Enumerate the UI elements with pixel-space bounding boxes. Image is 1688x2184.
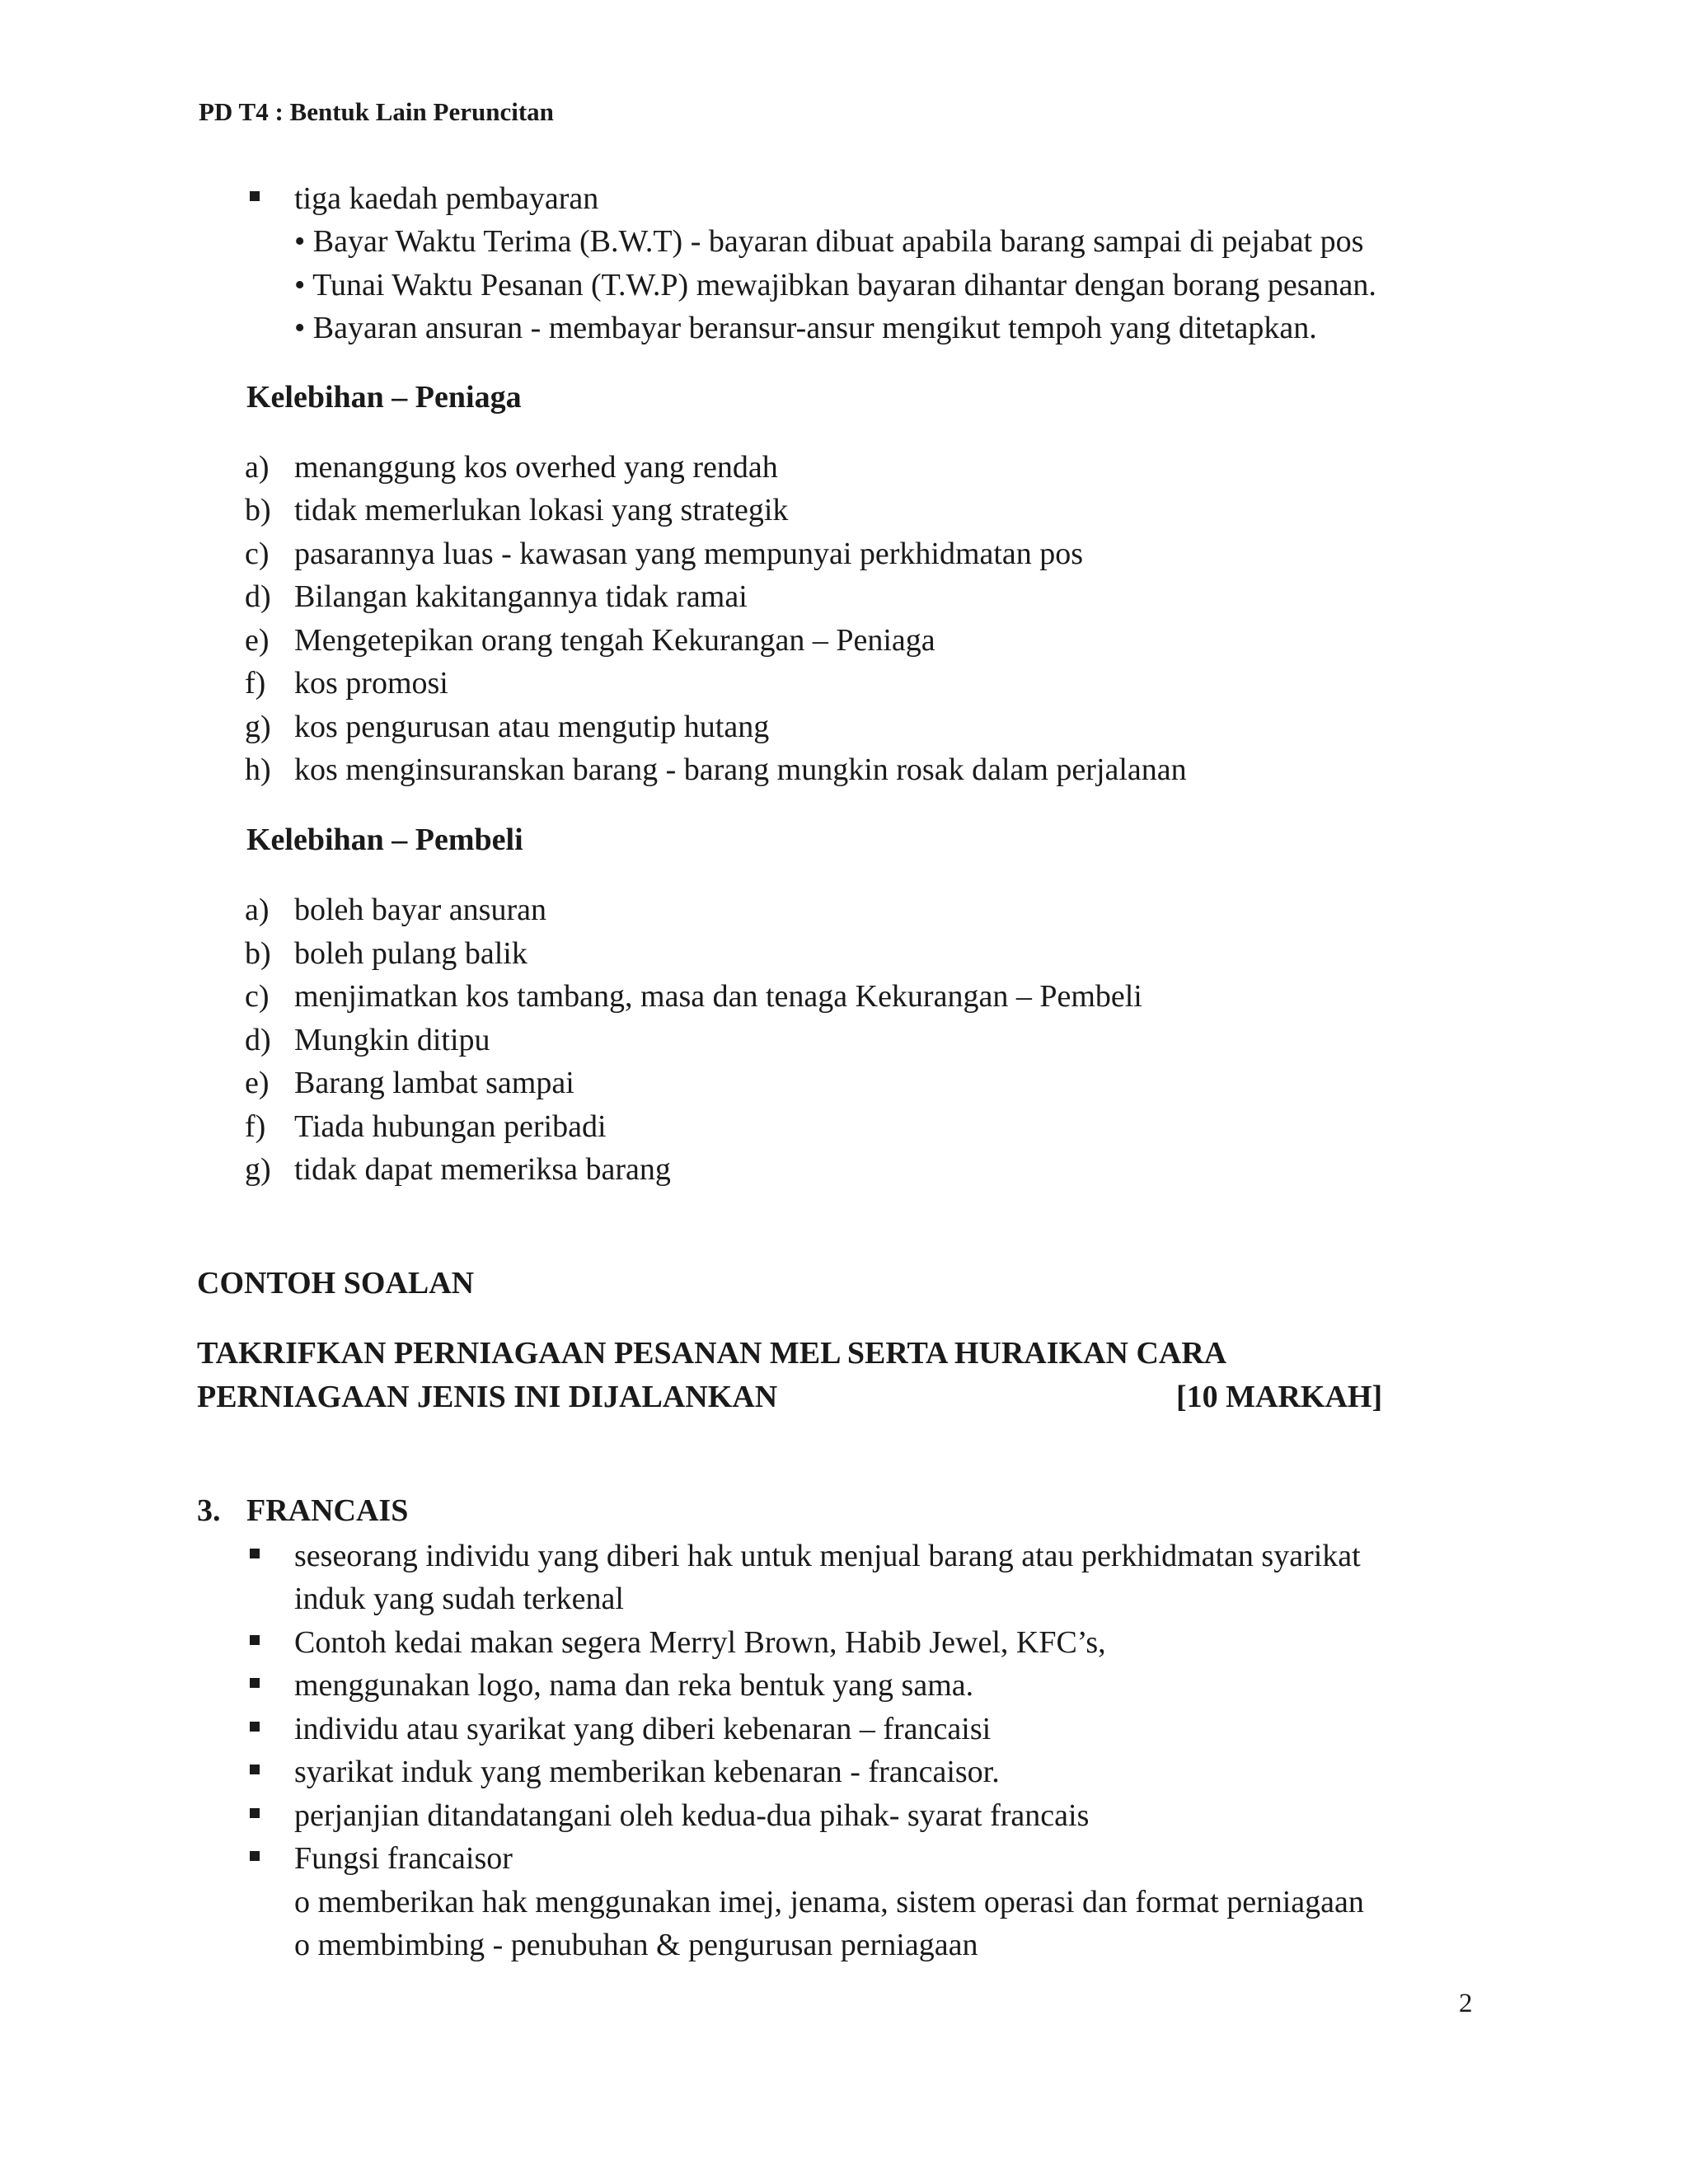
question-line: PERNIAGAAN JENIS INI DIJALANKAN — [197, 1380, 778, 1414]
bullet-text: Contoh kedai makan segera Merryl Brown, Habib Jewel, KFC’s, — [294, 1625, 1106, 1660]
list-item: boleh pulang balik — [294, 936, 528, 971]
square-bullet-icon — [250, 1722, 260, 1732]
payment-item: • Bayar Waktu Terima (B.W.T) - bayaran dibuat apabila barang sampai di pejabat pos — [294, 224, 1364, 259]
bullet-text: perjanjian ditandatangani oleh kedua-dua pihak- syarat francais — [294, 1798, 1090, 1833]
section-number: 3. — [197, 1493, 221, 1528]
sub-item: o memberikan hak menggunakan imej, jenama, sistem operasi dan format perniagaan — [294, 1885, 1364, 1919]
square-bullet-icon — [250, 1808, 260, 1818]
list-marker: a) — [245, 450, 270, 485]
buyer-heading: Kelebihan – Pembeli — [246, 823, 523, 857]
sub-item: o membimbing - penubuhan & pengurusan perniagaan — [294, 1928, 978, 1962]
list-marker: d) — [245, 579, 271, 614]
example-heading: CONTOH SOALAN — [197, 1266, 475, 1301]
page-number: 2 — [1459, 1989, 1473, 2018]
list-marker: c) — [245, 979, 270, 1014]
list-marker: g) — [245, 710, 271, 744]
bullet-text: induk yang sudah terkenal — [294, 1582, 624, 1616]
list-item: pasarannya luas - kawasan yang mempunyai perkhidmatan pos — [294, 537, 1084, 571]
payment-heading: tiga kaedah pembayaran — [294, 181, 599, 216]
list-item: tidak dapat memeriksa barang — [294, 1152, 671, 1187]
payment-item: • Bayaran ansuran - membayar beransur-ansur mengikut tempoh yang ditetapkan. — [294, 311, 1317, 345]
list-item: tidak memerlukan lokasi yang strategik — [294, 493, 789, 527]
bullet-text: menggunakan logo, nama dan reka bentuk yang sama. — [294, 1668, 974, 1703]
list-item: Bilangan kakitangannya tidak ramai — [294, 579, 748, 614]
bullet-text: Fungsi francaisor — [294, 1841, 513, 1876]
list-item: Mengetepikan orang tengah Kekurangan – Peniaga — [294, 623, 935, 658]
list-marker: b) — [245, 493, 271, 527]
bullet-text: syarikat induk yang memberikan kebenaran - francaisor. — [294, 1755, 1000, 1789]
list-item: Tiada hubungan peribadi — [294, 1109, 607, 1144]
section-title: FRANCAIS — [246, 1493, 409, 1528]
payment-item: • Tunai Waktu Pesanan (T.W.P) mewajibkan bayaran dihantar dengan borang pesanan. — [294, 268, 1376, 302]
list-marker: c) — [245, 537, 270, 571]
list-marker: e) — [245, 623, 270, 658]
bullet-text: seseorang individu yang diberi hak untuk menjual barang atau perkhidmatan syarikat — [294, 1539, 1361, 1573]
square-bullet-icon — [250, 1678, 260, 1688]
marks-label: [10 MARKAH] — [1176, 1380, 1383, 1414]
list-item: Barang lambat sampai — [294, 1066, 574, 1100]
list-item: menjimatkan kos tambang, masa dan tenaga Kekurangan – Pembeli — [294, 979, 1142, 1014]
square-bullet-icon — [250, 1635, 260, 1645]
square-bullet-icon — [250, 1549, 260, 1558]
square-bullet-icon — [250, 191, 260, 201]
bullet-text: individu atau syarikat yang diberi kebenaran – francaisi — [294, 1712, 992, 1746]
list-marker: e) — [245, 1066, 270, 1100]
list-item: kos promosi — [294, 666, 448, 701]
list-marker: d) — [245, 1023, 271, 1057]
list-item: kos pengurusan atau mengutip hutang — [294, 710, 770, 744]
question-line: TAKRIFKAN PERNIAGAAN PESANAN MEL SERTA HURAIKAN CARA — [197, 1336, 1227, 1371]
list-marker: h) — [245, 752, 271, 787]
list-marker: b) — [245, 936, 271, 971]
list-item: menanggung kos overhed yang rendah — [294, 450, 778, 485]
square-bullet-icon — [250, 1765, 260, 1774]
seller-heading: Kelebihan – Peniaga — [246, 380, 522, 415]
list-marker: f) — [245, 666, 266, 701]
page-header: PD T4 : Bentuk Lain Peruncitan — [199, 97, 554, 126]
list-item: boleh bayar ansuran — [294, 893, 546, 927]
list-item: kos menginsuranskan barang - barang mungkin rosak dalam perjalanan — [294, 752, 1187, 787]
list-marker: a) — [245, 893, 270, 927]
list-marker: f) — [245, 1109, 266, 1144]
list-marker: g) — [245, 1152, 271, 1187]
list-item: Mungkin ditipu — [294, 1023, 490, 1057]
square-bullet-icon — [250, 1851, 260, 1861]
